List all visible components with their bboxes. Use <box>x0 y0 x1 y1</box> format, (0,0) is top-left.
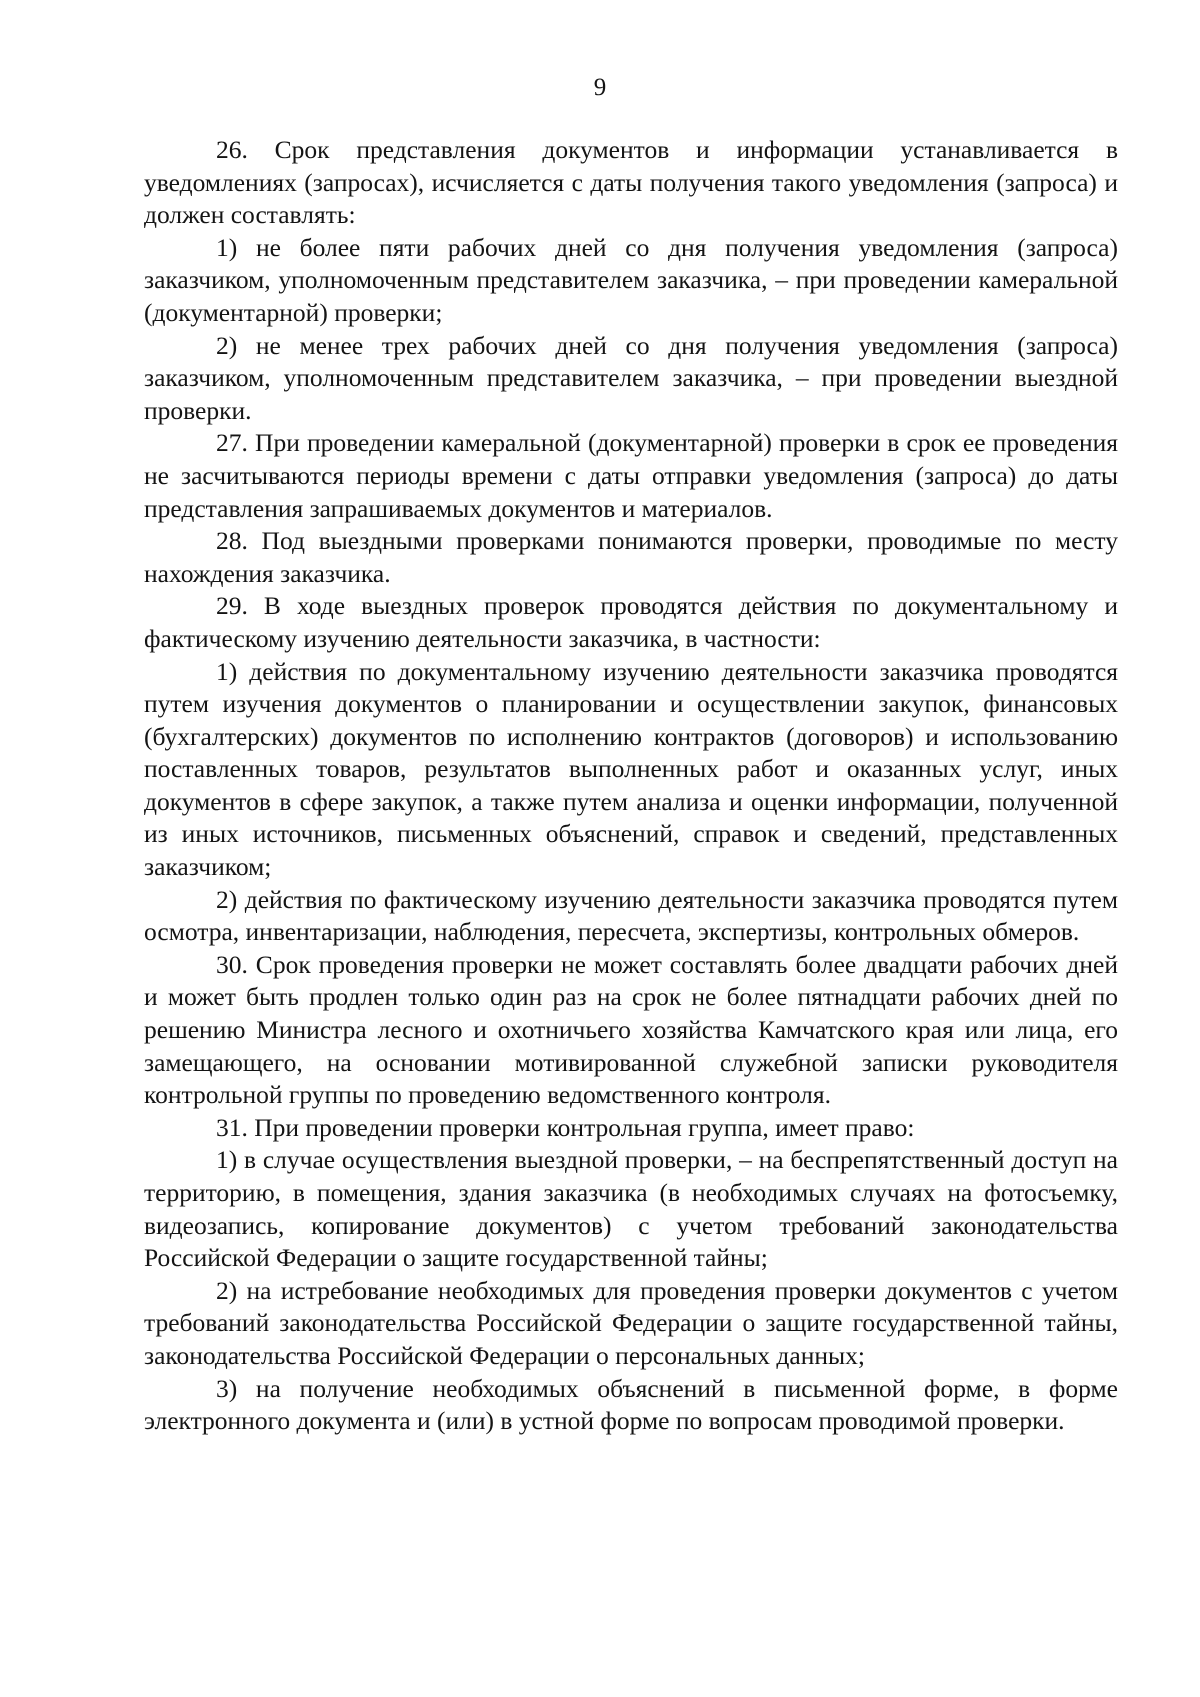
paragraph-30: 30. Срок проведения проверки не может составлять более двадцати рабочих дней и может быть продлен только один раз на срок не более пятнадцати рабочих дней по решению Министра лесного и охотничьего хозяйства Камчатского края или лица, его замещающего, на основании мотивированной служебной записки руководителя контрольной группы по проведению ведомственного контроля. <box>144 949 1118 1110</box>
paragraph-31-item-1: 1) в случае осуществления выездной проверки, – на беспрепятственный доступ на территорию, в помещения, здания заказчика (в необходимых случаях на фотосъемку, видеозапись, копирование документов) с учетом требований законодательства Российской Федерации о защите государственной тайны; <box>144 1145 1118 1273</box>
paragraph-31-item-2: 2) на истребование необходимых для проведения проверки документов с учетом требований законодательства Российской Федерации о защите государственной тайны, законодательства Российской Федерации о персональных данных; <box>144 1275 1118 1370</box>
paragraph-29-item-2: 2) действия по фактическому изучению деятельности заказчика проводятся путем осмотра, инвентаризации, наблюдения, пересчета, экспертизы, контрольных обмеров. <box>144 884 1118 947</box>
paragraph-27: 27. При проведении камеральной (документарной) проверки в срок ее проведения не засчитываются периоды времени с даты отправки уведомления (запроса) до даты представления запрашиваемых документов и материалов. <box>144 428 1118 523</box>
page-number: 9 <box>593 74 607 101</box>
paragraph-31-item-3: 3) на получение необходимых объяснений в письменной форме, в форме электронного документа и (или) в устной форме по вопросам проводимой проверки. <box>144 1373 1118 1436</box>
paragraph-29-item-1: 1) действия по документальному изучению деятельности заказчика проводятся путем изучения документов о планировании и осуществлении закупок, финансовых (бухгалтерских) документов по исполнению контрактов (договоров) и использованию поставленных товаров, результатов выполненных работ и оказанных услуг, иных документов в сфере закупок, а также путем анализа и оценки информации, полученной из иных источников, письменных объяснений, справок и сведений, представленных заказчиком; <box>144 656 1118 882</box>
paragraph-28: 28. Под выездными проверками понимаются проверки, проводимые по месту нахождения заказчика. <box>144 526 1118 588</box>
paragraph-26: 26. Срок представления документов и информации устанавливается в уведомлениях (запросах), исчисляется с даты получения такого уведомления (запроса) и должен составлять: <box>144 135 1118 230</box>
paragraph-31: 31. При проведении проверки контрольная группа, имеет право: <box>216 1112 915 1142</box>
document-body <box>144 134 1118 1438</box>
paragraph-26-item-2: 2) не менее трех рабочих дней со дня получения уведомления (запроса) заказчиком, уполномоченным представителем заказчика, – при проведении выездной проверки. <box>144 330 1118 425</box>
paragraph-26-item-1: 1) не более пяти рабочих дней со дня получения уведомления (запроса) заказчиком, уполномоченным представителем заказчика, – при проведении камеральной (документарной) проверки; <box>144 232 1118 327</box>
paragraph-29: 29. В ходе выездных проверок проводятся действия по документальному и фактическому изучению деятельности заказчика, в частности: <box>144 591 1118 653</box>
